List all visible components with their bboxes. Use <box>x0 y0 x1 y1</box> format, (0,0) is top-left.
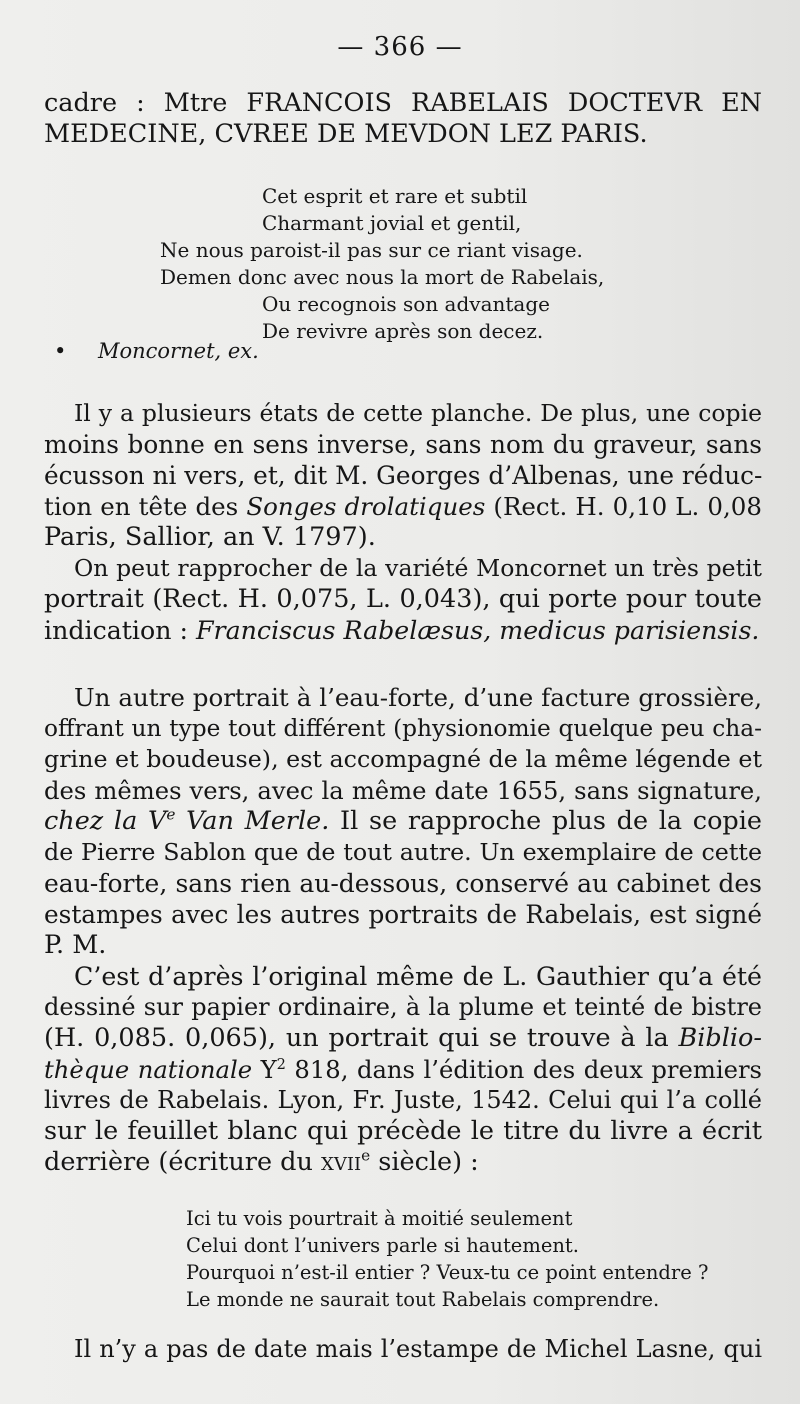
verse-line: Le monde ne saurait tout Rabelais comprendre. <box>186 1288 660 1311</box>
paragraph-line: P. M. <box>44 930 107 960</box>
paragraph-states <box>44 398 762 646</box>
paragraph-line: Il y a plusieurs états de cette planche. De plus, une copie <box>74 399 762 427</box>
book-title: Songes drolatiques <box>246 492 486 521</box>
margin-mark: • <box>54 339 67 363</box>
text-run: Van Merle. <box>175 806 330 836</box>
paragraph-line <box>44 615 762 646</box>
paragraph-line: de Pierre Sablon que de tout autre. Un exemplaire de cette <box>44 838 762 866</box>
verse-handwritten <box>186 1205 746 1313</box>
text-run: siècle) : <box>370 1147 479 1177</box>
text-run: indication : <box>44 616 197 645</box>
paragraph-line: sur le feuillet blanc qui précède le titre du livre a écrit <box>44 1116 762 1146</box>
paragraph-line: eau-forte, sans rien au-dessous, conservé au cabinet des <box>44 869 762 898</box>
paragraph-line: grine et boudeuse), est accompagné de la même légende et <box>44 745 762 773</box>
verse-line: De revivre après son decez. <box>262 319 544 343</box>
text-run: 818, dans l’édition des deux premiers <box>285 1055 762 1084</box>
superscript: e <box>361 1146 371 1165</box>
library-name: Biblio- <box>678 1023 762 1053</box>
verse-moncornet <box>160 183 680 345</box>
verse-line: Ici tu vois pourtrait à moitié seulement <box>186 1207 573 1230</box>
paragraph-line: C’est d’après l’original même de L. Gauthier qu’a été <box>74 962 762 991</box>
text-run: Y <box>252 1055 277 1084</box>
text-run: (Rect. H. 0,10 L. 0,08 <box>485 492 762 521</box>
verse-line: Demen donc avec nous la mort de Rabelais, <box>160 265 605 289</box>
library-name: thèque nationale <box>44 1055 253 1084</box>
verse-line: Cet esprit et rare et subtil <box>262 184 528 208</box>
paragraph-line: offrant un type tout différent (physionomie quelque peu cha- <box>44 715 762 742</box>
credit-text: Moncornet, ex. <box>98 339 259 363</box>
publisher-name <box>44 806 329 836</box>
page-number: — 366 — <box>337 32 463 62</box>
verse-line: Ne nous paroist-il pas sur ce riant visage. <box>160 238 583 262</box>
text-run: tion en tête des <box>44 492 247 521</box>
caption-line: cadre : Mtre FRANCOIS RABELAIS DOCTEVR EN <box>44 88 762 118</box>
verse-line: Celui dont l’univers parle si hautement. <box>186 1234 579 1257</box>
latin-inscription: Franciscus Rabelæsus, medicus parisiensis. <box>196 616 760 645</box>
paragraph-line <box>44 1147 762 1178</box>
paragraph-line: On peut rapprocher de la variété Moncornet un très petit <box>74 554 762 582</box>
paragraph-line: écusson ni vers, et, dit M. Georges d’Albenas, une réduc- <box>44 461 763 490</box>
paragraph-line <box>44 491 762 522</box>
text-run: (H. 0,085. 0,065), un portrait qui se trouve à la <box>44 1023 679 1053</box>
paragraph-line: des mêmes vers, avec la même date 1655, sans signature, <box>44 776 762 805</box>
text-run: derrière (écriture du <box>44 1147 322 1177</box>
paragraph-line: livres de Rabelais. Lyon, Fr. Juste, 1542. Celui qui l’a collé <box>44 1086 762 1114</box>
paragraph-lasne <box>44 1334 762 1365</box>
paragraph-line <box>44 806 762 837</box>
paragraph-line: estampes avec les autres portraits de Rabelais, est signé <box>44 900 762 929</box>
paragraph-line: moins bonne en sens inverse, sans nom du graveur, sans <box>44 430 762 459</box>
paragraph-line: Paris, Sallior, an V. 1797). <box>44 522 376 552</box>
engraver-credit <box>54 339 259 363</box>
paragraph-line <box>44 1023 762 1054</box>
superscript: 2 <box>276 1055 286 1073</box>
verse-line: Pourquoi n’est-il entier ? Veux-tu ce point entendre ? <box>186 1261 709 1284</box>
text-run: Il se rapproche plus de la copie <box>329 806 763 836</box>
paragraph-line: portrait (Rect. H. 0,075, L. 0,043), qui porte pour toute <box>44 584 762 614</box>
superscript: e <box>166 805 176 824</box>
verse-line: Ou recognois son advantage <box>262 292 550 316</box>
paragraph-etching <box>44 682 762 1178</box>
paragraph-line: dessiné sur papier ordinaire, à la plume et teinté de bistre <box>44 993 762 1021</box>
text-run: chez la V <box>44 806 167 836</box>
century-numeral: xvii <box>321 1147 362 1177</box>
caption-inscription <box>44 88 762 150</box>
paragraph-line <box>44 1054 762 1085</box>
caption-line: MEDECINE, CVREE DE MEVDON LEZ PARIS. <box>44 119 648 149</box>
paragraph-line: Il n’y a pas de date mais l’estampe de Michel Lasne, qui <box>74 1335 762 1363</box>
verse-line: Charmant jovial et gentil, <box>262 211 522 235</box>
paragraph-line: Un autre portrait à l’eau-forte, d’une facture grossière, <box>74 683 762 712</box>
